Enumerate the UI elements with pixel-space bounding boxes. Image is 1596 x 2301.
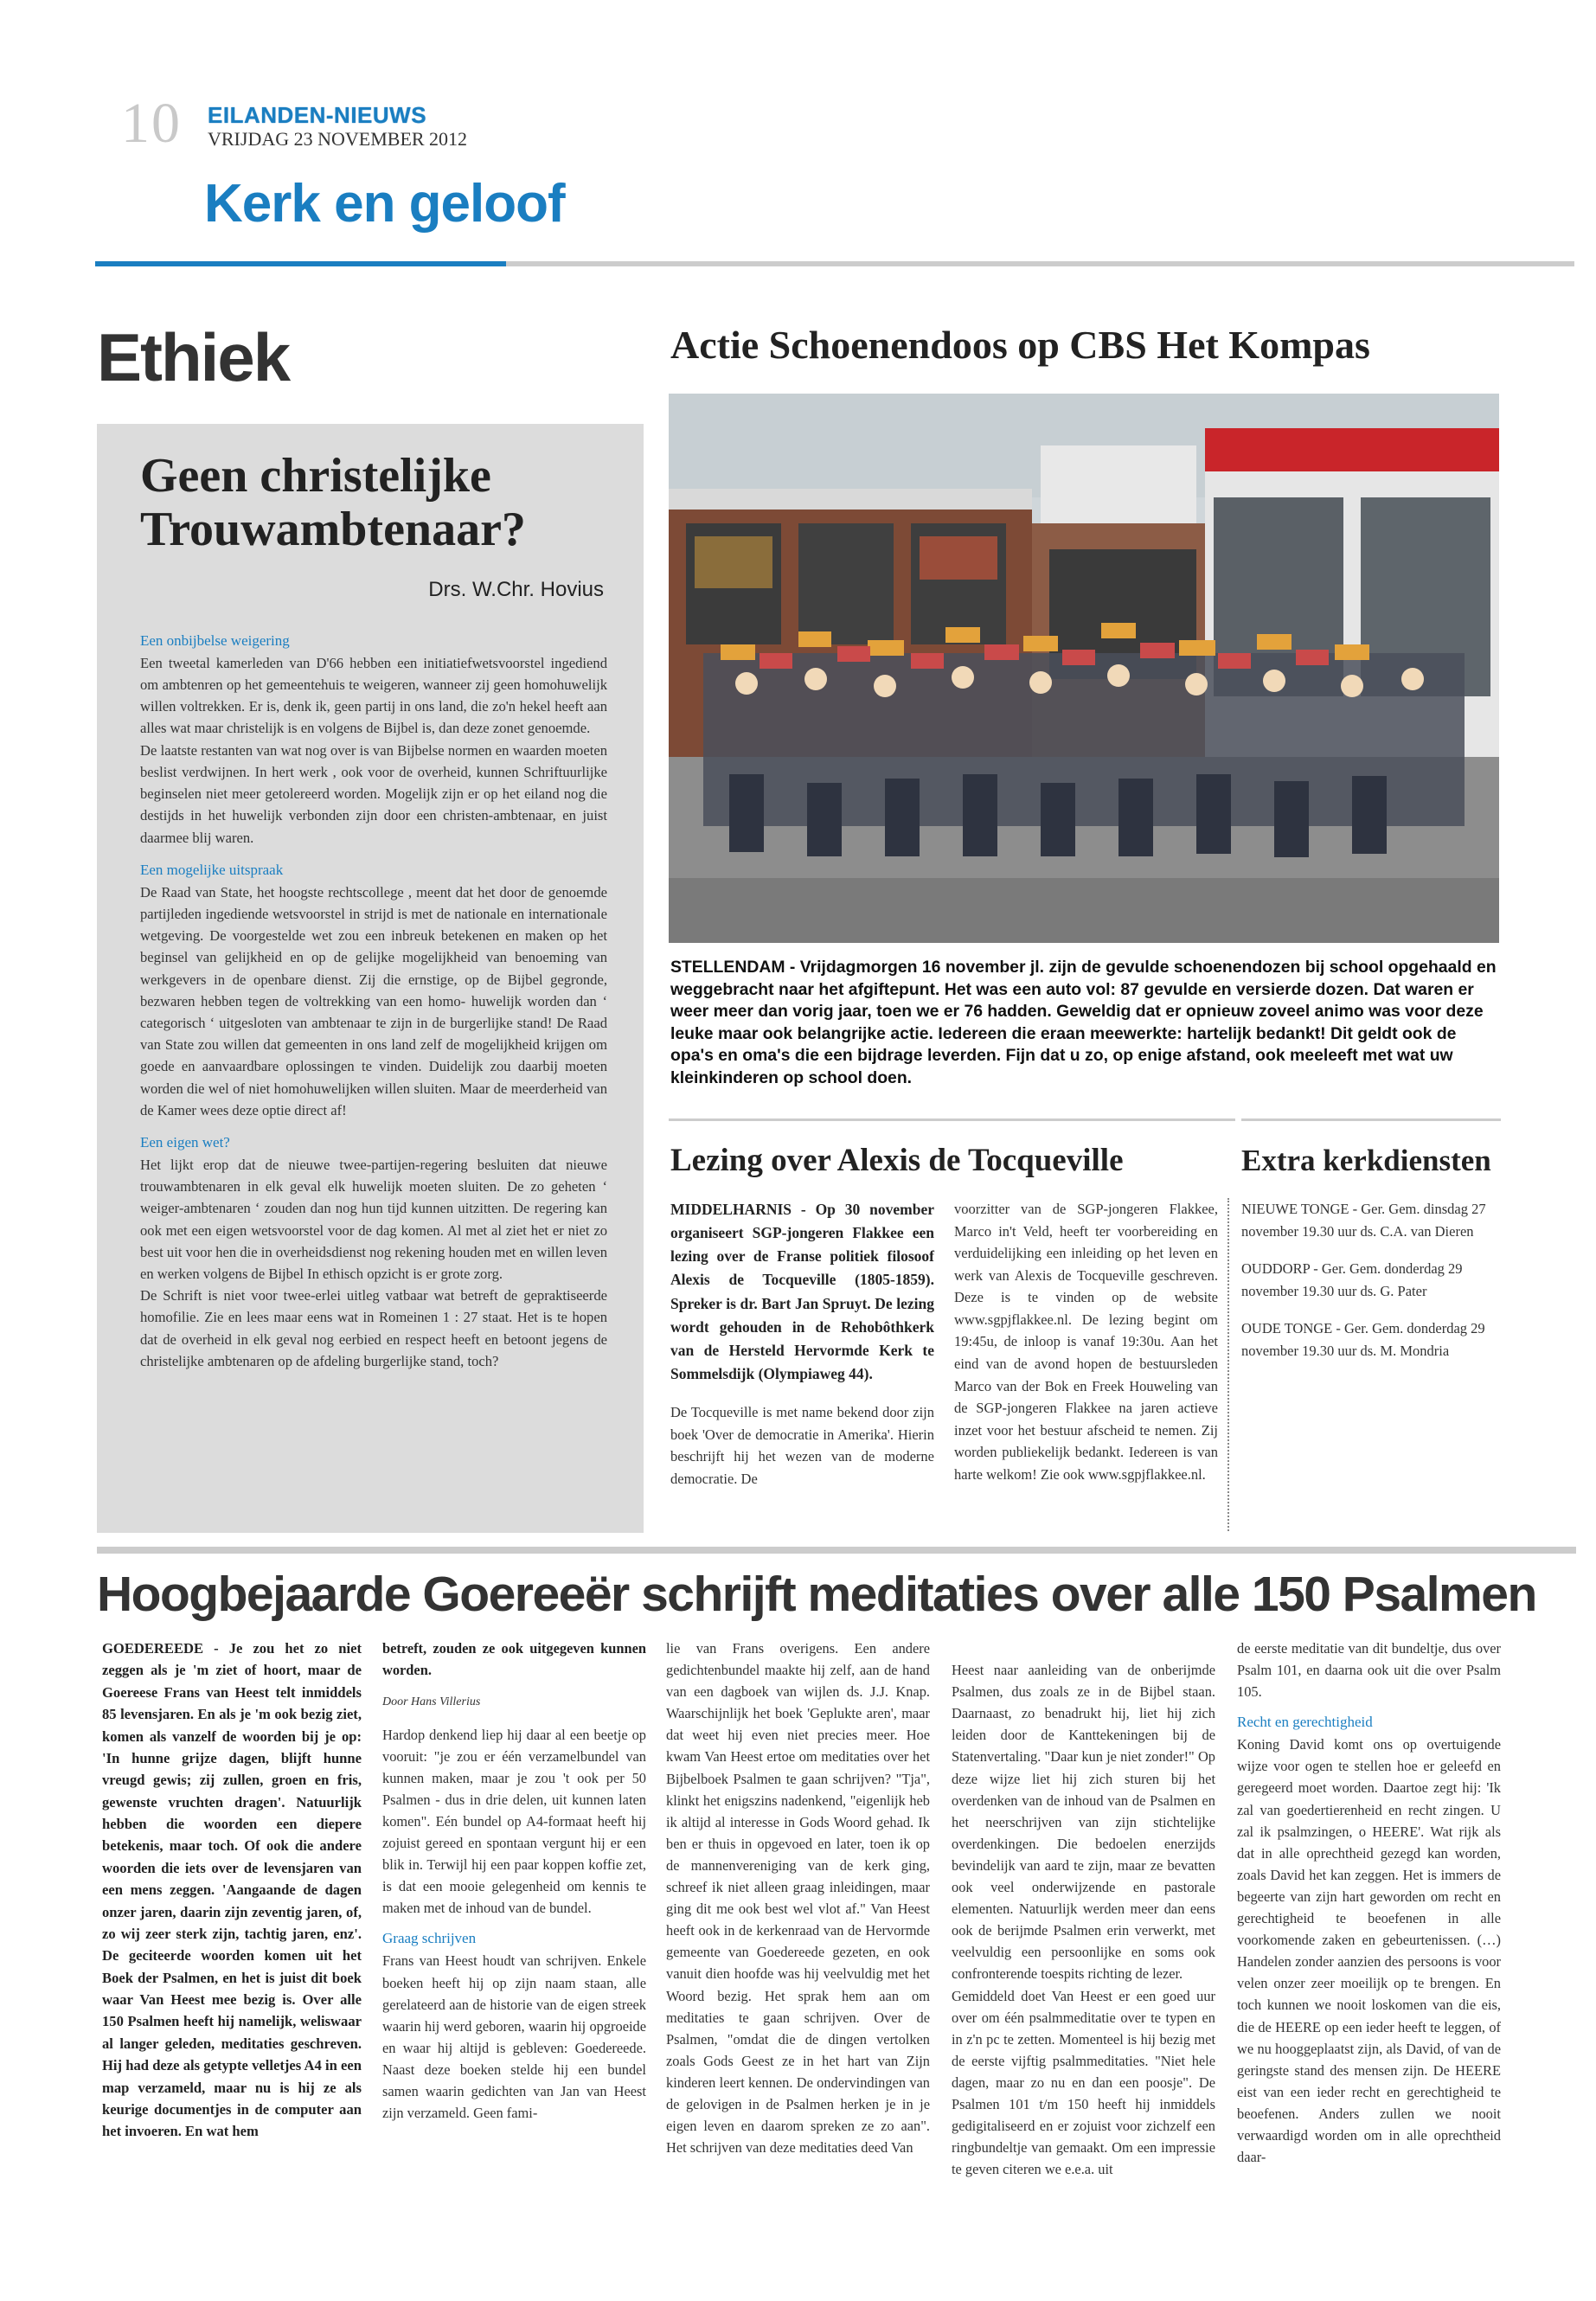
extra-list [1241, 1198, 1499, 1362]
photo-caption: STELLENDAM - Vrijdagmorgen 16 november jl. zijn de gevulde schoenendozen bij school opgehaald en weggebracht naar het afgiftepunt. Het was een auto vol: 87 gevulde en versierde dozen. Dat waren er weer meer dan vorig jaar, toen we er 76 hadden. Geweldig dat er opnieuw zoveel animo was voor deze leuke maar ook belangrijke actie. Iedereen die eraan meewerkte: hartelijk bedankt! Dit geldt ook de opa's en oma's die een bijdrage leverden. Fijn dat u zo, op enige afstand, ook meeleeft met wat uw kleinkinderen op school doen. [670, 958, 1497, 1088]
hoog-lead: GOEDEREEDE - Je zou het zo niet zeggen als je 'm ziet of hoort, maar de Goereese Frans van Heest telt inmiddels 85 levensjaren. En als je 'm ook bezig ziet, komen als vanzelf de woorden bij je op: 'In hunne grijze dagen, blijft hunne vreugd gewis; zij zullen, groen en fris, gewenste vruchten dragen'. Natuurlijk hebben die woorden een diepere betekenis, maar toch. Of ook die andere woorden die iets over de levensjaren van een mens zeggen. 'Aangaande de dagen onzer jaren, daarin zijn zeventig jaren, of, zo wij zeer sterk zijn, tachtig jaren, enz'. De geciteerde woorden komen uit het Boek der Psalmen, en het is juist dit boek waar Van Heest mee bezig is. Over alle 150 Psalmen heeft hij namelijk, weliswaar al langer geleden, meditaties geschreven. Hij had deze als getypte velletjes A4 in een map verzameld, maar nu is hij ze als keurige documentjes in de computer aan het invoeren. En wat hem [102, 1640, 362, 2140]
hoog-col-1 [102, 1638, 362, 2143]
section-rule-blue [95, 261, 506, 266]
ethiek-paragraph: De laatste restanten van wat nog over is van Bijbelse normen en waarden moeten beslist verdwijnen. In hert werk , ook voor de overheid, kunnen Schriftuurlijke beginselen niet meer getolereerd worden. Mogelijk zijn er op het eiland nog die destijds in het huwelijk verbonden zijn door een christen-ambtenaar, en juist daarmee blij waren. [140, 741, 607, 846]
service-item: NIEUWE TONGE - Ger. Gem. dinsdag 27 november 19.30 uur ds. C.A. van Dieren [1241, 1201, 1486, 1240]
ethiek-heading: Een eigen wet? [140, 1134, 230, 1151]
ethiek-paragraph: De Schrift is niet voor twee-erlei uitleg vatbaar wat betreft de gepraktiseerde homofilie. Zie en lees maar eens wat in Romeinen 1 : 27 staat. Het is te hopen dat de overheid in elk geval nog eerbied en respect heeft en betoont jegens de christelijke ambtenaren op de afdeling burgerlijke stand, toch? [140, 1287, 607, 1369]
hoog-title: Hoogbejaarde Goereeër schrijft meditaties over alle 150 Psalmen [97, 1567, 1536, 1622]
lezing-lead: MIDDELHARNIS - Op 30 november organiseert SGP-jongeren Flakkee een lezing over de Franse politiek filosoof Alexis de Tocqueville (1805-1859). Spreker is dr. Bart Jan Spruyt. De lezing wordt gehouden in de Rehobôthkerk van de Hersteld Hervormde Kerk te Sommelsdijk (Olympiaweg 44). [670, 1201, 934, 1382]
ethiek-body [140, 630, 607, 1372]
lezing-title: Lezing over Alexis de Tocqueville [670, 1143, 1124, 1178]
hoog-paragraph: lie van Frans overigens. Een andere gedichtenbundel maakte hij zelf, aan de hand van een dagboek van wijlen ds. J.J. Knap. Waarschijnlijk het boek 'Geplukte aren', maar dat weet hij even niet precies meer. Hoe kwam Van Heest ertoe om meditaties over het Bijbelboek Psalmen te gaan schrijven? "Tja", klinkt het enigszins nadenkend, "eigenlijk heb ik altijd al interesse in Gods Woord gehad. Ik ben er thuis in opgevoed en later, toen ik op de mannenvereniging van de kerk ging, schreef ik niet alleen graag inleidingen, maar ging dit me ook best wel vlot af." Van Heest heeft ook in de kerkenraad van de Hervormde gemeente van Goedereede gezeten, en ook vanuit dien hoofde was hij veelvuldig met het Woord bezig. Het sprak hem aan om meditaties te gaan schrijven. Over de Psalmen, "omdat die de dingen vertolken zoals Gods Geest ze in het hart van Zijn kinderen leert kennen. De ondervindingen van de gelovigen in de Psalmen herken je in je eigen leven en daarom spreken ze zo aan". Het schrijven van deze meditaties deed Van [666, 1640, 930, 2157]
actie-title: Actie Schoenendoos op CBS Het Kompas [670, 323, 1370, 367]
lezing-col-1 [670, 1198, 934, 1490]
section-title: Kerk en geloof [204, 174, 565, 234]
hoog-paragraph: Frans van Heest houdt van schrijven. Enkele boeken heeft hij op zijn naam staan, alle gerelateerd aan de historie van de eigen streek waarin hij werd geboren, waarin hij opgroeide en waar hij altijd is gebleven: Goedereede. Naast deze boeken stelde hij een bundel samen waarin gedichten van Jan van Heest zijn verzameld. Geen fami- [382, 1952, 646, 2122]
hoog-byline: Door Hans Villerius [382, 1695, 481, 1709]
extra-rule [1241, 1118, 1501, 1121]
hoog-lead-end: betreft, zouden ze ook uitgegeven kunnen worden. [382, 1640, 646, 1679]
hoog-subheading: Graag schrijven [382, 1930, 477, 1947]
ethiek-title: Geen christelijke Trouwambtenaar? [140, 449, 526, 556]
page-number: 10 [121, 92, 182, 155]
ethiek-paragraph: Een tweetal kamerleden van D'66 hebben een initiatiefwetsvoorstel ingediend om ambtenren op het gemeentehuis te weigeren, wanneer zij geen homohuwelijk willen voltrekken. Er is, denk ik, geen partij in ons land, die zo'n hekel heeft aan alles wat maar christelijk is en volgens de Bijbel is, dan deze zonet genoemde. [140, 654, 607, 737]
hoog-col-2 [382, 1638, 646, 2124]
extra-title: Extra kerkdiensten [1241, 1144, 1491, 1177]
ethiek-paragraph: Het lijkt erop dat de nieuwe twee-partijen-regering besluiten dat nieuwe trouwambtenaren in elk geval elk huwelijk moeten sluiten. De zo geheten ‘ weiger-ambtenaren ‘ zouden dan nog hun tijd kunnen uitzitten. De regering kan ook met een eigen wetsvoorstel voor de dag komen. Al met al ziet het er niet zo best uit voor hen die in overheidsdienst nog rekening houden met en willen leven en werken volgens de Bijbel In ethisch opzicht is er grote zorg. [140, 1156, 607, 1282]
ethiek-heading: Een onbijbelse weigering [140, 632, 290, 649]
lezing-col-2 [954, 1198, 1218, 1485]
newspaper-name: EILANDEN-NIEUWS [208, 102, 427, 128]
lezing-body: De Tocqueville is met name bekend door zijn boek 'Over de democratie in Amerika'. Hierin beschrijft hij het wezen van de moderne democratie. De [670, 1404, 934, 1487]
school-photo [669, 394, 1499, 943]
section-rule-grey [506, 261, 1574, 266]
ethiek-heading: Een mogelijke uitspraak [140, 861, 284, 878]
service-item: OUDDORP - Ger. Gem. donderdag 29 november 19.30 uur ds. G. Pater [1241, 1260, 1463, 1299]
hoog-paragraph: de eerste meditatie van dit bundeltje, dus over Psalm 101, en daarna ook uit die over Psalm 105. [1237, 1640, 1501, 1701]
ethiek-author: Drs. W.Chr. Hovius [428, 578, 604, 601]
hoog-col-5 [1237, 1638, 1501, 2168]
ethiek-paragraph: De Raad van State, het hoogste rechtscollege , meent dat het door de genoemde partijleden ingediende wetsvoorstel in strijd is met de nationale en internationale wetgeving. De voorgestelde wet zou een inbreuk betekenen en maken op het beginsel van gelijkheid en op de gelijke mogelijkheid van benoeming van werkgevers in de openbare dienst. Zij die ernstige, op de Bijbel gegronde, bezwaren hebben tegen de voltrekking van een homo- huwelijk worden dan ‘ categorisch ‘ uitgesloten van ambtenaar te zijn in de burgerlijke stand! De Raad van State zou willen dat gemeenten in ons land zelf de mogelijkheid krijgen om goede en aanvaardbare oplossingen te vinden. Duidelijk zou daarbij moeten worden die wel of niet homohuwelijken willen sluiten. Maar de meerderheid van de Kamer wees deze optie direct af! [140, 883, 607, 1118]
hoog-paragraph: Koning David komt ons op overtuigende wijze voor ogen te stellen hoe er geleefd en geregeerd moet worden. Daartoe zegt hij: 'Ik zal van goedertierenheid en recht zingen. U zal ik psalmzingen, o HEERE'. Wat rijk als dat in alle oprechtheid gezegd kan worden, zoals David het kan zeggen. Het is immers de begeerte van zijn hart geworden om recht en gerechtigheid te beoefenen in alle voorkomende zaken en gebeurtenissen. (…) Handelen zonder aanzien des persoons is voor velen onzer zeer moeilijk op te brengen. En toch kunnen we nooit loskomen van die eis, die de HEERE op een ieder heeft te leggen, of we nu hooggeplaatst zijn, als David, of van de geringste stand des mensen zijn. De HEERE eist van een ieder recht en gerechtigheid te beoefenen. Anders zullen we nooit verwaardigd worden om in alle oprechtheid daar- [1237, 1736, 1501, 2166]
hoog-col-4 [952, 1638, 1215, 2202]
ethiek-label: Ethiek [97, 319, 290, 395]
hoog-col-3 [666, 1638, 930, 2158]
lezing-body: voorzitter van de SGP-jongeren Flakkee, Marco in't Veld, heeft ter voorbereiding en verduidelijking een inleiding op het leven en werk van Alexis de Tocqueville geschreven. Deze is te vinden op de website www.sgpjflakkee.nl. De lezing begint om 19:45u, de inloop is vanaf 19:30u. Aan het eind van de avond hopen de bestuursleden Marco van der Bok en Freek Houweling van de SGP-jongeren Flakkee na jaren actieve inzet voor het bestuur afscheid te nemen. Zij worden publiekelijk bedankt. Iedereen is van harte welkom! Zie ook www.sgpjflakkee.nl. [954, 1201, 1218, 1483]
hoog-paragraph: Heest naar aanleiding van de onberijmde Psalmen, dus zoals ze in de Bijbel staan. Daarnaast, zo benadrukt hij, liet hij zich leiden door de Kanttekeningen bij de Statenvertaling. "Daar kun je niet zonder!" Op deze wijze liet hij zich sturen bij het overdenken van de inhoud van de Psalmen en het neerschrijven van zijn stichtelijke overdenkingen. Die bedoelen enerzijds bevindelijk van aard te zijn, maar ze bevatten ook veel onderwijzende en pastorale elementen. Natuurlijk werden meer dan eens ook de berijmde Psalmen erin verwerkt, met veelvuldig een persoonlijke en soms ook confronterende toespits richting de lezer. Gemiddeld doet Van Heest er een goed uur over om één psalmmeditatie over te typen en in z'n pc te zetten. Momenteel is hij bezig met de eerste vijftig psalmmeditaties. "Niet hele dagen, maar zo nu en dan een poosje". De Psalmen 101 t/m 150 heeft hij inmiddels gedigitaliseerd en er zojuist voor zichzelf een ringbundeltje van gemaakt. Om een impressie te geven citeren we e.e.a. uit [952, 1662, 1215, 2178]
column-divider [1227, 1198, 1229, 1531]
hoog-paragraph: Hardop denkend liep hij daar al een beetje op vooruit: "je zou er één verzamelbundel van kunnen maken, maar je zou 't ook per 50 Psalmen - dus in drie delen, uit kunnen laten komen". Eén bundel op A4-formaat heeft hij zojuist gereed en spontaan vergunt hij er een blik in. Terwijl hij een paar koppen koffie zet, is dat een mooie gelegenheid om kennis te maken met de inhoud van de bundel. [382, 1726, 646, 1917]
hoog-subheading: Recht en gerechtigheid [1237, 1714, 1373, 1731]
lezing-rule [669, 1118, 1235, 1121]
article-rule [97, 1547, 1576, 1554]
issue-date: VRIJDAG 23 NOVEMBER 2012 [208, 128, 468, 150]
service-item: OUDE TONGE - Ger. Gem. donderdag 29 november 19.30 uur ds. M. Mondria [1241, 1320, 1485, 1359]
